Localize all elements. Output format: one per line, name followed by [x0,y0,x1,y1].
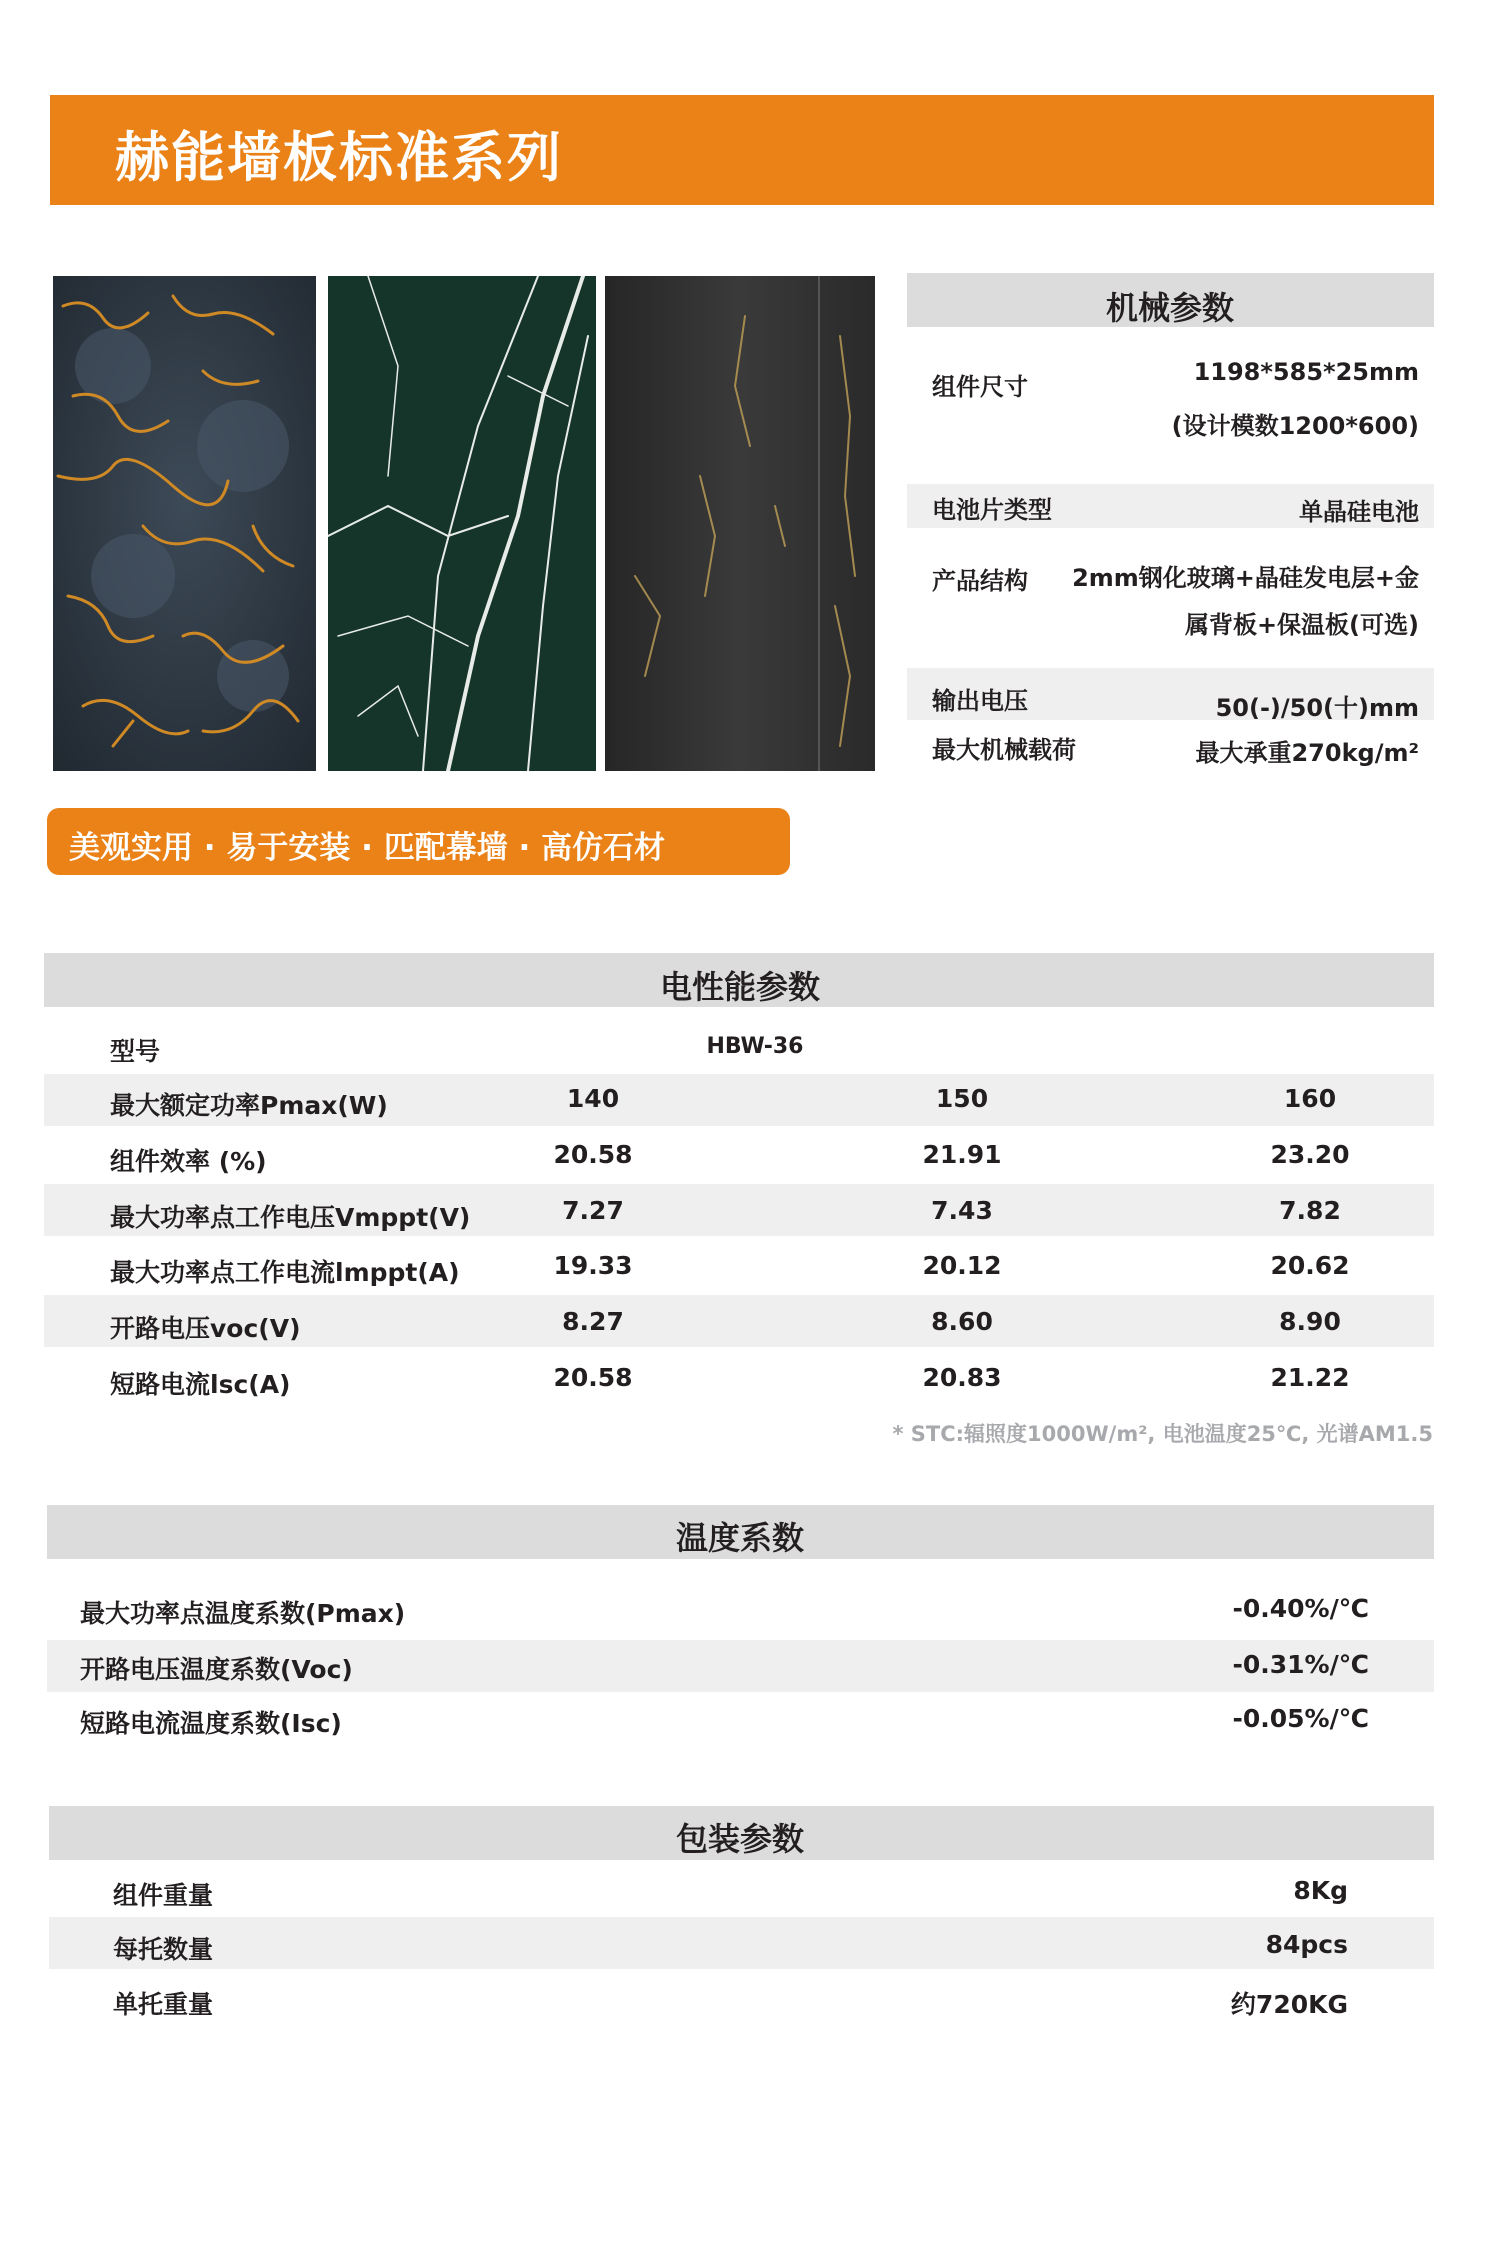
temp-row-value: -0.05%/℃ [1232,1704,1369,1733]
elec-cell: 20.83 [922,1363,1002,1392]
page-title: 赫能墙板标准系列 [115,126,563,189]
electrical-title: 电性能参数 [659,968,821,1006]
elec-row-label: 最大功率点工作电压Vmppt(V) [110,1203,471,1232]
elec-cell: 8.60 [931,1307,993,1336]
stc-footnote: * STC:辐照度1000W/m², 电池温度25℃, 光谱AM1.5 [892,1422,1433,1446]
cell-label: 电池片类型 [932,496,1052,524]
elec-cell: 23.20 [1270,1140,1350,1169]
pack-row-label: 组件重量 [113,1881,214,1910]
voltage-label: 输出电压 [932,687,1028,715]
temp-row-label: 短路电流温度系数(Isc) [80,1709,342,1738]
elec-cell: 140 [566,1084,620,1113]
structure-label: 产品结构 [932,567,1028,595]
temp-row-label: 最大功率点温度系数(Pmax) [80,1599,406,1628]
pack-row-label: 单托重量 [113,1990,214,2019]
pack-row-label: 每托数量 [113,1935,214,1964]
elec-row-label: 组件效率 (%) [110,1147,267,1176]
pack-row-value: 约720KG [1230,1990,1348,2019]
packaging-title: 包装参数 [675,1820,805,1858]
elec-cell: 8.27 [562,1307,624,1336]
elec-cell: 150 [935,1084,989,1113]
elec-cell: 7.43 [931,1196,993,1225]
cell-value: 单晶硅电池 [1299,498,1419,526]
elec-cell: 19.33 [553,1251,633,1280]
elec-cell: 21.91 [922,1140,1002,1169]
elec-cell: 20.58 [553,1363,633,1392]
elec-cell: 21.22 [1270,1363,1350,1392]
size-value: 1198*585*25mm [1193,358,1419,386]
temp-row-value: -0.31%/℃ [1232,1650,1369,1679]
size-note: (设计模数1200*600) [1171,412,1419,440]
feature-tagline [47,808,790,875]
elec-row-label: 最大额定功率Pmax(W) [110,1091,388,1120]
voltage-value: 50(-)/50(十)mm [1215,694,1419,722]
model-label: 型号 [110,1037,161,1066]
model-value: HBW-36 [706,1034,804,1059]
elec-cell: 20.12 [922,1251,1002,1280]
elec-cell: 7.27 [562,1196,624,1225]
elec-row-label: 开路电压voc(V) [110,1314,301,1343]
temp-row-label: 开路电压温度系数(Voc) [80,1655,353,1684]
temperature-title: 温度系数 [675,1519,805,1557]
elec-cell: 20.58 [553,1140,633,1169]
load-value: 最大承重270kg/m² [1195,739,1419,767]
structure-line1: 2mm钢化玻璃+晶硅发电层+金 [1072,564,1419,592]
pack-row-value: 84pcs [1265,1930,1348,1959]
structure-line2: 属背板+保温板(可选) [1184,611,1419,639]
temp-row-value: -0.40%/℃ [1232,1594,1369,1623]
panel-photo-green-marble [328,276,596,771]
elec-cell: 7.82 [1279,1196,1341,1225]
elec-cell: 160 [1283,1084,1337,1113]
panel-photo-gold-vein [53,276,316,771]
size-label: 组件尺寸 [932,373,1028,401]
elec-row-label: 最大功率点工作电流lmppt(A) [110,1258,460,1287]
elec-cell: 20.62 [1270,1251,1350,1280]
panel-photo-black-marble [605,276,875,771]
load-label: 最大机械载荷 [932,736,1076,764]
pack-row-stripe [49,1917,1434,1969]
elec-cell: 8.90 [1279,1307,1341,1336]
mechanical-title: 机械参数 [1105,289,1235,327]
title-banner [50,95,1434,205]
pack-row-value: 8Kg [1293,1876,1348,1905]
tagline-text: 美观实用 · 易于安装 · 匹配幕墙 · 高仿石材 [69,830,666,866]
elec-row-label: 短路电流lsc(A) [110,1370,291,1399]
